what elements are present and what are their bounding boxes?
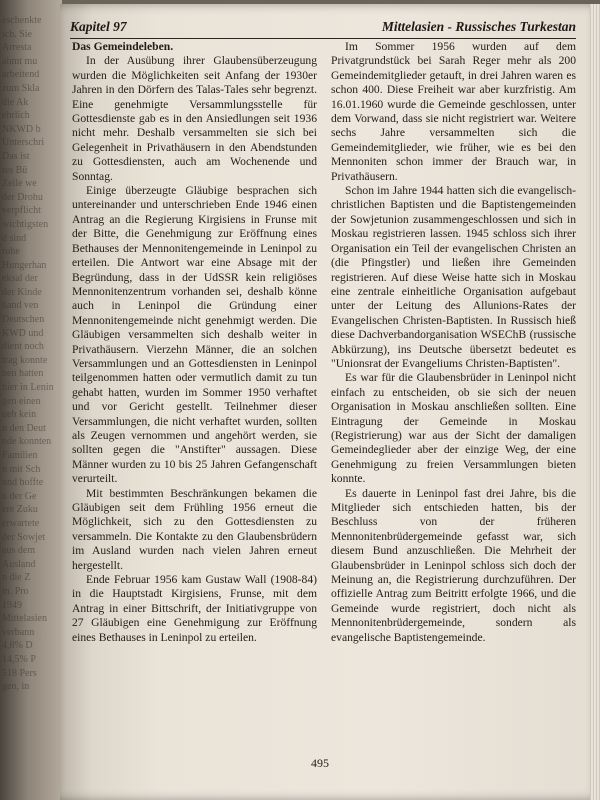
facing-page-line: 518 Pers <box>2 667 37 679</box>
facing-page-line: n der Ge <box>2 490 37 502</box>
facing-page-line: tes Bü <box>2 164 28 176</box>
facing-page-line: trag konnte <box>2 354 48 366</box>
facing-page-line: gen einen <box>2 395 41 407</box>
facing-page-line: eschenkte <box>2 15 42 26</box>
facing-page-line: Arresta <box>2 42 32 54</box>
facing-page-line: Familien <box>2 450 38 461</box>
facing-page-line: Mittelasien <box>2 613 47 625</box>
facing-page-line: eksal der <box>2 273 38 285</box>
facing-page-line: in. Pro <box>2 585 29 597</box>
facing-page-line: KWD und <box>2 327 44 339</box>
facing-page-line: n mit Sch <box>2 463 41 475</box>
facing-page-text <box>2 14 62 694</box>
facing-page-line: Unterschri <box>2 137 45 149</box>
facing-page-line: der Drohu <box>2 191 43 203</box>
paragraph: Einige überzeugte Gläubige besprachen sich untereinander und unterschrieben Ende 1946 einen Antrag an die Regierung Kirgisiens in Frunse mit der Bitte, die Genehmigung zur Eröffnung eines Bethauses der Mennonitengemeinde in Leninpol zu erteilen. Die Antwort war eine Absage mit der Begründung, dass in der UdSSR kein religiöses Mennonitenzentrum vorhanden sei, deshalb könne auch in Leninpol die Gründung einer Mennonitengemeinde nicht genehmigt werden. Die Gläubigen versammelten sich deshalb weiter in Privathäusern. Vierzehn Männer, die an solchen Versammlungen und an Gottesdiensten in Leninpol teilgenommen hatten oder vermutlich damit zu tun gehabt hatten, wurden im Sommer 1950 verhaftet und vor Gericht gestellt. Teilnehmer dieser Versammlungen, die nicht verhaftet wurden, sollten als Zeugen vernommen und angehört werden, sie sollten gegen die "Anstifter" aussagen. Diese Männer wurden zu 10 bis 25 Jahren Gefangenschaft verurteilt. <box>72 184 317 486</box>
paragraph: Im Sommer 1956 wurden auf dem Privatgrundstück bei Sarah Reger mehr als 200 Gemeindemitglieder getauft, in drei Jahren waren es schon 400. Diese Freiheit war aber kurzfristig. Am 16.01.1960 wurde die Gemeinde geschlossen, unter dem Vorwand, dass sie nicht registriert war. Weitere sechs Jahre versammelten sich die Gemeindemitglieder, wie früher, wie es bei den Mennoniten schon immer der Brauch war, in Privathäusern. <box>331 40 576 183</box>
section-title: Mittelasien - Russisches Turkestan <box>381 19 576 34</box>
facing-page-line: der Sowjet <box>2 531 46 543</box>
left-column <box>72 40 317 750</box>
facing-page-line: ich. Sie <box>2 28 32 40</box>
facing-page-line: verpflicht <box>2 205 41 217</box>
page-edge <box>590 4 600 800</box>
facing-page-line: ahmt mu <box>2 55 38 67</box>
facing-page-line: aus dem <box>2 545 36 557</box>
facing-page-line: verbann <box>2 626 35 638</box>
paragraph: Schon im Jahre 1944 hatten sich die evangelisch-christlichen Baptisten und die Baptistengemeinden der Sowjetunion zusammengeschlossen und sich in Moskau registrieren lassen. 1945 schloss sich ihrer Organisation ein Teil der evangelischen Christen an (die Pfingstler) und ließen ihre Gemeinden registrieren. Auf diese Weise hatte sich in Moskau eine zentrale einheitliche Organisation aufgebaut unter der Leitung des Allunions-Rates der Evangelischen Christen-Baptisten. In Russisch hieß diese Dachverbandorganisation WSEChB (russische Abkürzung), ins Deutsche übersetzt bedeutet es "Unionsrat der Evangeliums Christen-Baptisten". <box>331 184 576 370</box>
facing-page-line: Ausland <box>2 558 36 570</box>
facing-page-line: erwartete <box>2 517 40 529</box>
facing-page-line: wichtigsten <box>2 218 49 230</box>
paragraph: Es dauerte in Leninpol fast drei Jahre, bis die Mitglieder sich entschieden hatten, bis der Beschluss von der früheren Mennonitenbrüdergemeinde gefasst war, sich diesem Bund anzuschließen. Die Mehrheit der Glaubensbrüder in Leninpol schloss sich doch der Meinung an, die Registrierung durchzuführen. Der offizielle Antrag zum Beitritt erfolgte 1966, und die Gemeinde wurde registriert, doch nicht als Mennonitenbrüdergemeinde, sondern als evangelische Baptistengemeinde. <box>331 486 576 644</box>
facing-page <box>0 0 62 800</box>
facing-page-line: Zeile we <box>2 178 37 190</box>
text-columns <box>72 40 576 750</box>
facing-page-line: Das ist <box>2 150 30 162</box>
facing-page-line: ueh kein <box>2 409 37 421</box>
facing-page-line: ruhe <box>2 246 20 258</box>
facing-page-line: 14,5% P <box>2 653 36 665</box>
facing-page-line: hand ven <box>2 300 39 312</box>
facing-page-line: Deutschen <box>2 314 45 326</box>
facing-page-line: die Ak <box>2 96 29 108</box>
paragraph: In der Ausübung ihrer Glaubensüberzeugung wurden die Möglichkeiten seit Anfang der 1930er Jahren in den Dörfern des Talas-Tales sehr begrenzt. Eine genehmigte Versammlungsstelle für Gottesdienste gab es in den Ansiedlungen seit 1936 nicht mehr. Deshalb versammelten sie sich bei Gelegenheit in Privathäusern in den Abendstunden zu Gottesdiensten, auch am Wochenende und Sonntag. <box>72 54 317 183</box>
facing-page-line: gen, in <box>2 681 30 693</box>
facing-page-line: zum Skla <box>2 82 40 94</box>
facing-page-line: n den Deut <box>2 422 46 434</box>
paragraph: Es war für die Glaubensbrüder in Leninpol nicht einfach zu entscheiden, ob sie sich der neuen Organisation in Moskau anschließen sollten. Eine Eintragung der Gemeinde in Moskau (Registrierung) war aus der Sicht der damaligen Gemeindeglieder aber der einzige Weg, der eine Genehmigung zu freien Versammlungen bieten konnte. <box>331 371 576 486</box>
facing-page-line: nen hatten <box>2 368 44 380</box>
facing-page-line: d sind <box>2 232 27 244</box>
facing-page-line: hier in Lenin <box>2 382 54 394</box>
facing-page-line: n die Z <box>2 572 31 584</box>
facing-page-line: 4,8% D <box>2 640 33 652</box>
facing-page-line: und hoffte <box>2 477 44 489</box>
paragraph: Ende Februar 1956 kam Gustaw Wall (1908-84) in die Hauptstadt Kirgisiens, Frunse, mit dem Antrag in einer Bittschrift, der Initiativgruppe von 27 Gläubigen eine Genehmigung zur Eröffnung eines Bethauses in Leninpol zu erteilen. <box>72 573 317 644</box>
facing-page-line: der Kinde <box>2 286 42 298</box>
facing-page-line: ere Zuku <box>2 504 38 516</box>
facing-page-line: arbeitend <box>2 69 40 81</box>
facing-page-line: dient noch <box>2 341 44 353</box>
section-heading: Das Gemeindeleben. <box>72 40 174 53</box>
facing-page-line: ehrlich <box>2 110 30 122</box>
paragraph: Mit bestimmten Beschränkungen bekamen die Gläubigen seit dem Frühling 1956 erneut die Möglichkeit, sich zu den Gottesdiensten zu versammeln. Die Kontakte zu den Glaubensbrüdern im Ausland wurden nach vielen Jahren erneut hergestellt. <box>72 486 317 572</box>
right-column <box>331 40 576 750</box>
facing-page-line: Hungerhan <box>2 259 47 271</box>
facing-page-line: 1949 <box>2 599 22 611</box>
chapter-label: Kapitel 97 <box>70 19 127 34</box>
facing-page-line: NKWD b <box>2 123 41 135</box>
running-header <box>70 18 576 39</box>
page-number: 495 <box>311 756 329 770</box>
book-page <box>60 4 600 800</box>
facing-page-line: nde konnten <box>2 436 52 448</box>
